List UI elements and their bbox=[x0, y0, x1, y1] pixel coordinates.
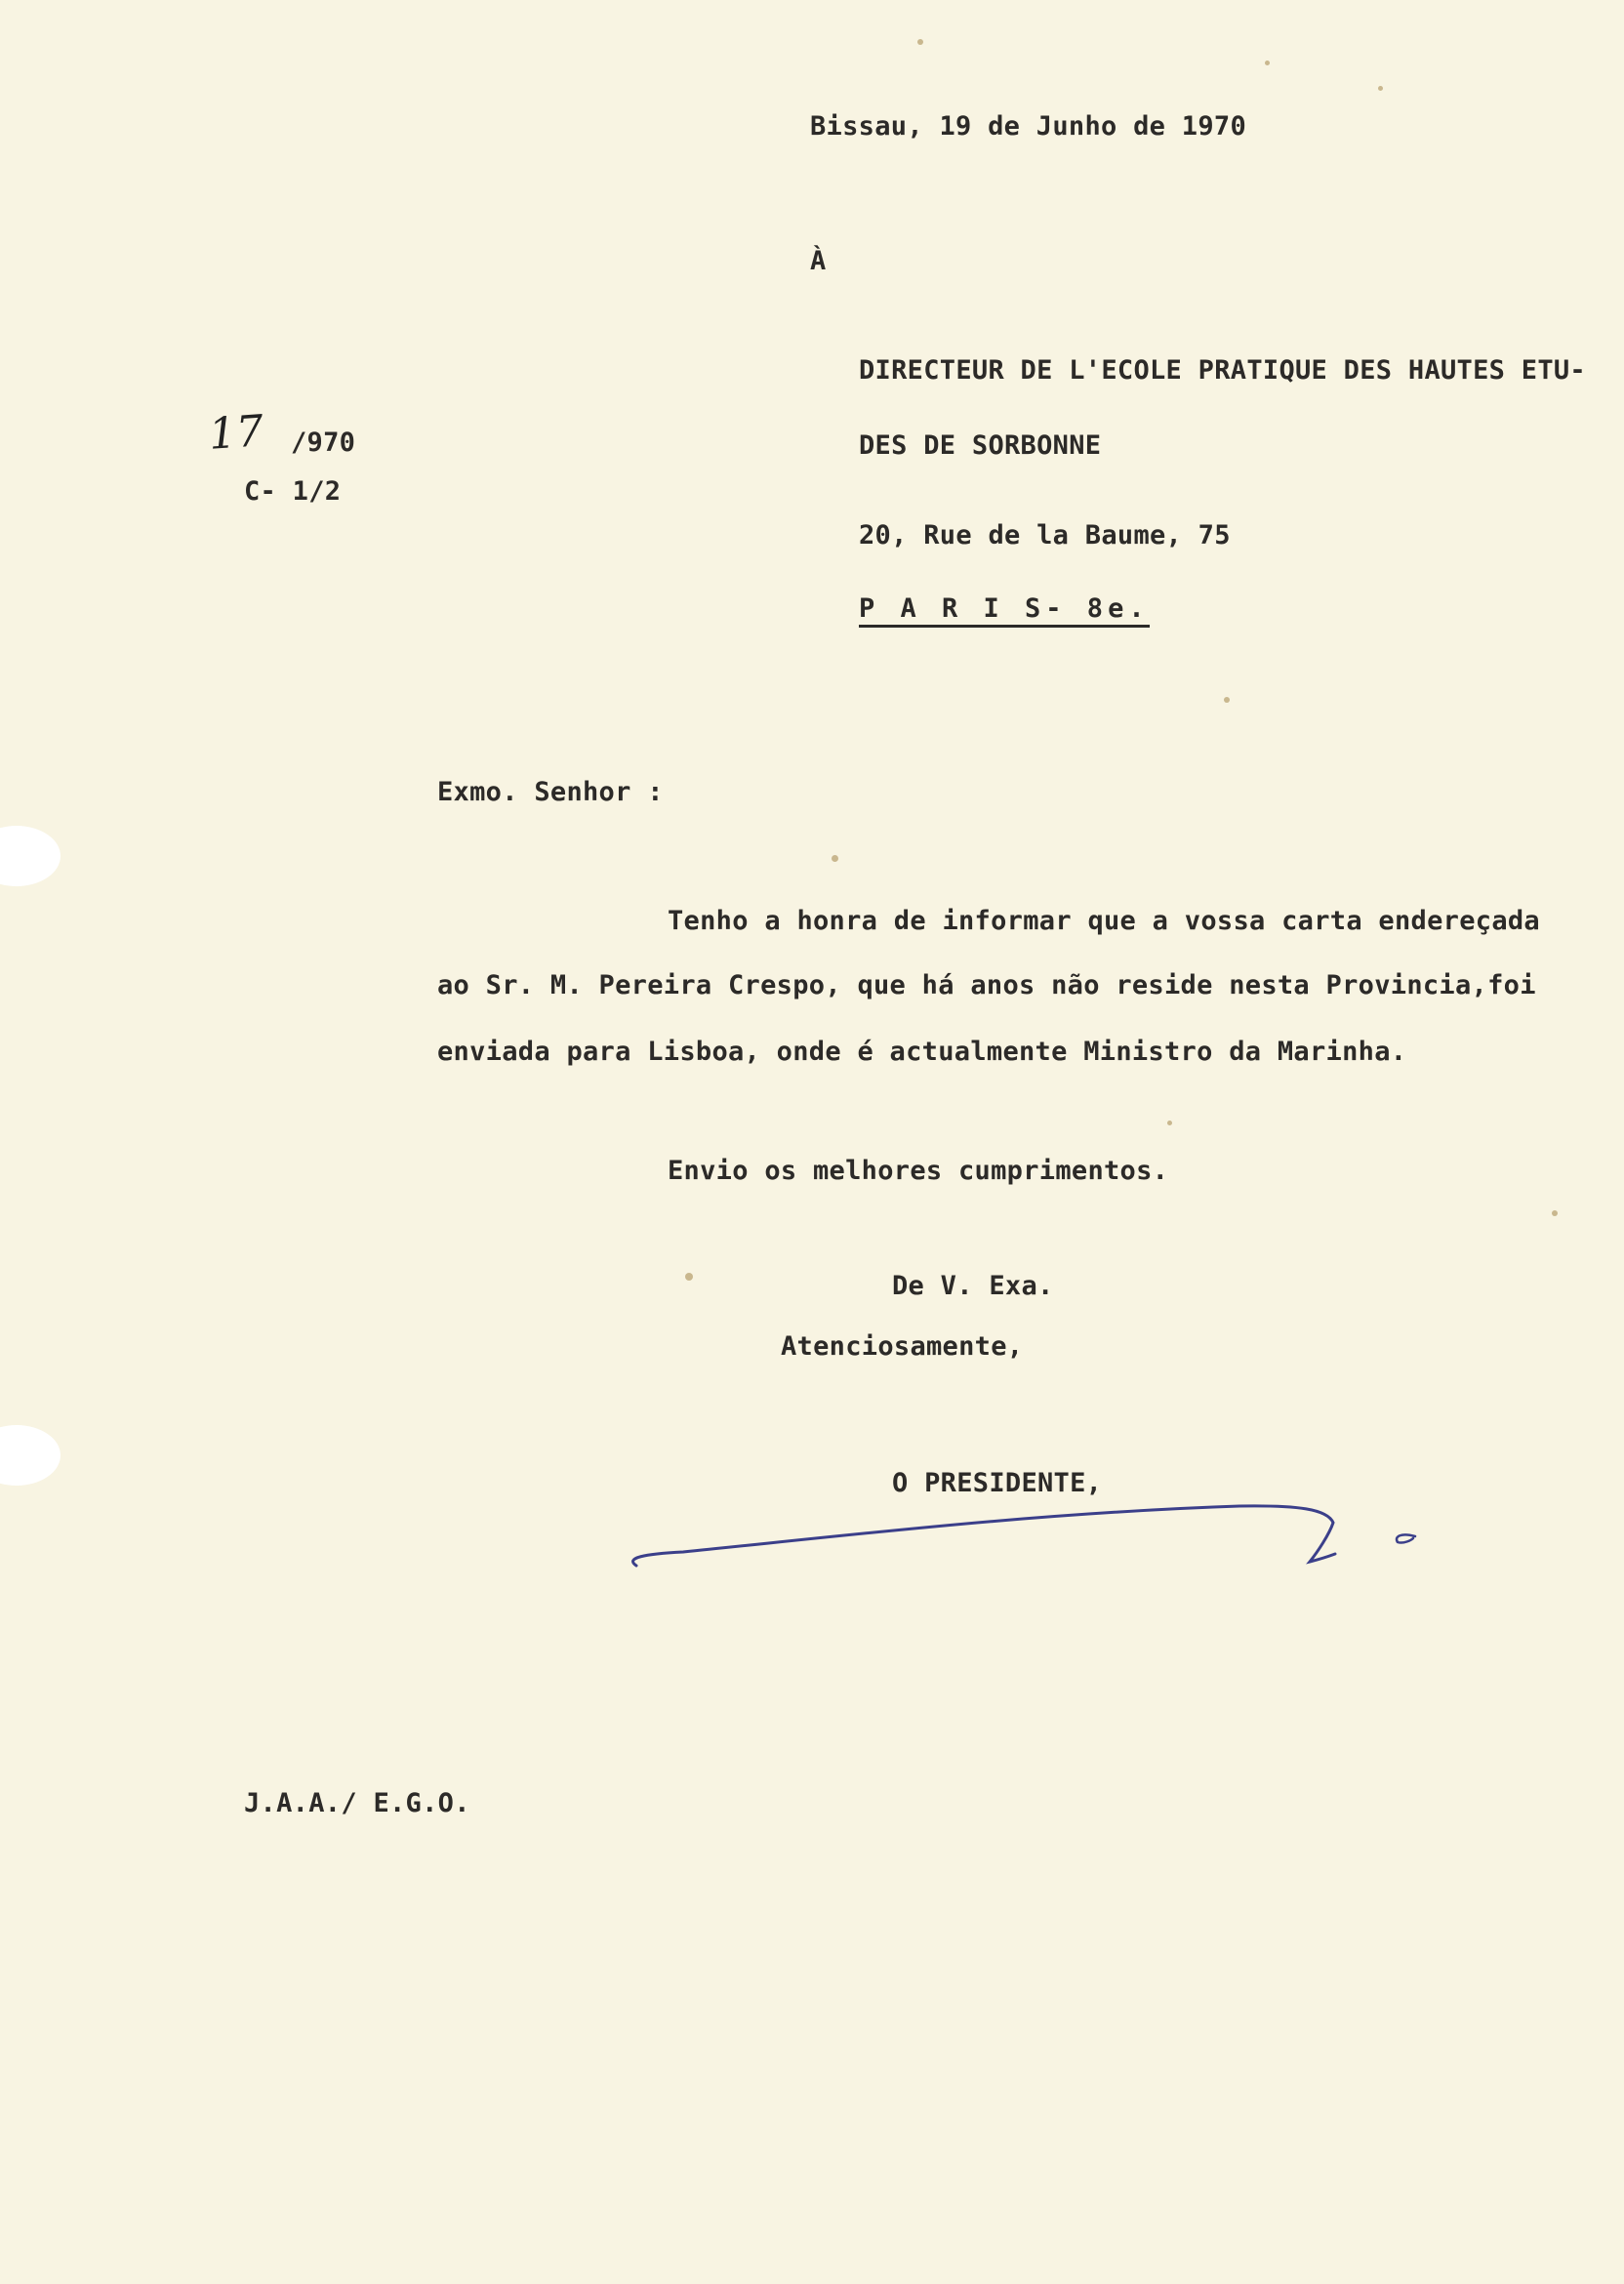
body-line-3: enviada para Lisboa, onde é actualmente Ministro da Marinha. bbox=[437, 1037, 1407, 1067]
valediction: Atenciosamente, bbox=[781, 1331, 1024, 1362]
reference-year: /970 bbox=[291, 428, 356, 458]
signatory-title: O PRESIDENTE, bbox=[892, 1468, 1103, 1498]
to-marker: À bbox=[810, 246, 827, 276]
city-line: P A R I S- 8e. bbox=[859, 595, 1150, 628]
recipient-line-1: DIRECTEUR DE L'ECOLE PRATIQUE DES HAUTES ETU- bbox=[859, 355, 1586, 386]
salutation: Exmo. Senhor : bbox=[437, 777, 664, 807]
address-line: 20, Rue de la Baume, 75 bbox=[859, 520, 1231, 551]
body-line-2: ao Sr. M. Pereira Crespo, que há anos não reside nesta Provincia,foi bbox=[437, 970, 1536, 1000]
initials: J.A.A./ E.G.O. bbox=[244, 1788, 470, 1818]
handwritten-reference-number: 17 bbox=[207, 406, 265, 460]
closing-line: Envio os melhores cumprimentos. bbox=[668, 1156, 1169, 1186]
place-date: Bissau, 19 de Junho de 1970 bbox=[810, 111, 1246, 142]
courtesy-line: De V. Exa. bbox=[892, 1271, 1054, 1301]
recipient-line-2: DES DE SORBONNE bbox=[859, 430, 1102, 461]
file-code: C- 1/2 bbox=[244, 476, 342, 507]
body-line-1: Tenho a honra de informar que a vossa carta endereçada bbox=[668, 906, 1540, 936]
